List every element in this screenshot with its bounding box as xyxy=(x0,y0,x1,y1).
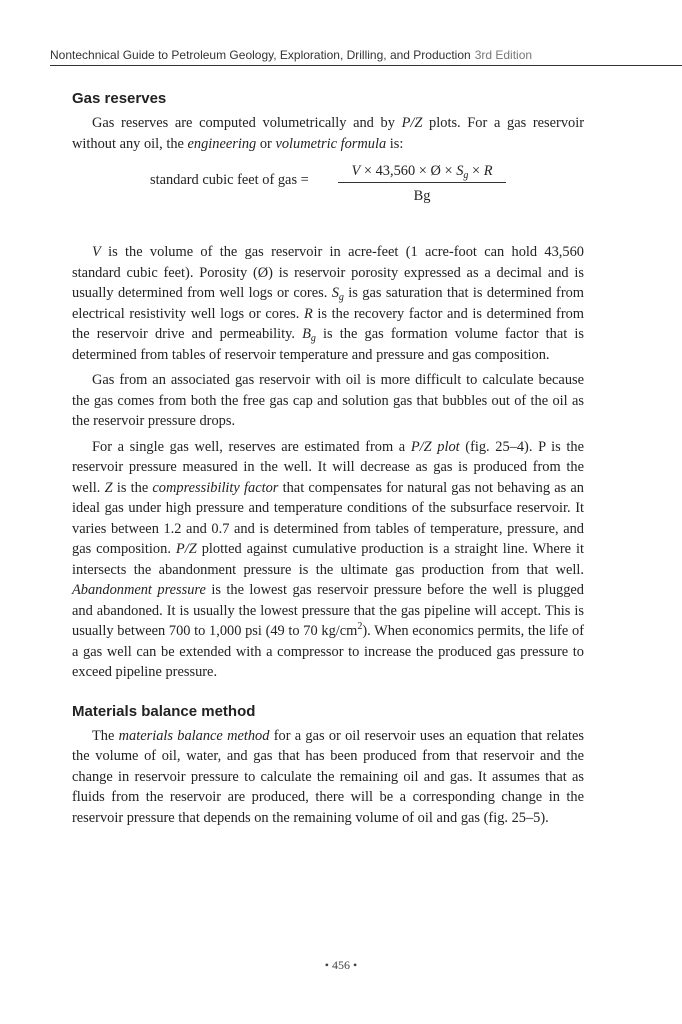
text-run: is: xyxy=(386,135,404,152)
text-run: For a single gas well, reserves are estimated from a xyxy=(92,438,411,455)
text-run: is the recovery factor and is determined from the reservoir drive and permeability. xyxy=(72,305,584,342)
text-run: plots. For a gas reservoir without any oil, the xyxy=(72,115,585,152)
italic-term: Z xyxy=(104,479,113,496)
paragraph-definitions xyxy=(72,242,584,365)
text-run: or xyxy=(256,135,276,152)
formula-text: × 43,560 × Ø × xyxy=(360,163,457,179)
italic-term: Abandonment pressure xyxy=(72,582,206,598)
italic-term: materials balance method xyxy=(118,727,270,744)
italic-term: volumetric formula xyxy=(275,135,387,152)
page-body xyxy=(72,90,584,833)
text-run: that compensates for natural gas not behaving as an ideal gas under high pressure and temperature conditions of the subsurface reservoir. It varies between 1.2 and 0.7 and is determined from tables of temperature, pressure, and gas composition. xyxy=(72,479,584,557)
italic-term: P/Z xyxy=(401,115,423,131)
section-heading-gas-reserves: Gas reserves xyxy=(72,90,167,107)
section-heading-materials-balance: Materials balance method xyxy=(72,702,256,720)
text-run: is the lowest gas reservoir pressure before the well is plugged and abandoned. It is usually the lowest pressure that the gas pipeline will accept. This is usually between 700 to 1,000 psi (49 to 70 kg/cm xyxy=(72,582,584,639)
formula-var: R xyxy=(483,163,493,179)
page-number: • 456 • xyxy=(324,958,358,972)
paragraph-materials-balance xyxy=(72,726,584,829)
formula-subscript: g xyxy=(463,170,469,181)
formula-var: S xyxy=(456,163,464,179)
text-run: is gas saturation that is determined from electrical resistivity well logs or cores. xyxy=(72,285,584,322)
volumetric-formula xyxy=(72,162,584,226)
text-run: (fig. 25–4). P is the reservoir pressure measured in the well. It will decrease as gas is produced from the well. xyxy=(72,438,584,496)
subscript: g xyxy=(310,333,316,344)
book-title: Nontechnical Guide to Petroleum Geology, Exploration, Drilling, and Production xyxy=(50,48,471,62)
text-run: is the volume of the gas reservoir in acre-feet (1 acre-foot can hold 43,560 standard cubic feet). Porosity (Ø) is reservoir porosity expressed as a decimal and is usually determined from well logs or cores. xyxy=(72,244,584,301)
text-run: is the xyxy=(112,479,153,496)
formula-left-side: standard cubic feet of gas = xyxy=(150,172,309,188)
paragraph-intro xyxy=(72,113,584,154)
formula-numerator xyxy=(338,162,506,183)
text-run: Gas reserves are computed volumetrically and by xyxy=(92,115,402,131)
formula-fraction xyxy=(338,162,506,207)
superscript: 2 xyxy=(357,621,363,632)
text-run: plotted against cumulative production is a straight line. Where it intersects the abandonment pressure is the ultimate gas production from that well. xyxy=(72,541,584,578)
formula-denominator: Bg xyxy=(413,188,431,204)
italic-term: P/Z xyxy=(175,541,197,557)
text-run: The xyxy=(92,727,119,744)
paragraph-associated-gas: Gas from an associated gas reservoir with oil is more difficult to calculate because the gas comes from both the free gas cap and solution gas that bubbles out of the oil as the reservoir pressure drops. xyxy=(72,372,584,429)
text-run: is the gas formation volume factor that is determined from tables of reservoir temperature and pressure and gas composition. xyxy=(72,326,584,363)
italic-term: B xyxy=(302,326,311,342)
formula-var: V xyxy=(351,163,361,179)
running-head xyxy=(50,48,682,62)
header-rule xyxy=(50,65,682,66)
italic-term: compressibility factor xyxy=(152,479,279,496)
formula-text: × xyxy=(468,163,484,179)
text-run: for a gas or oil reservoir uses an equation that relates the volume of oil, water, and gas that has been produced from that reservoir and the change in reservoir pressure to calculate the remaining oil and gas. It assumes that as fluids from the reservoir are produced, there will be a corresponding change in the reservoir pressure that depends on the remaining volume of oil and gas (fig. 25–5). xyxy=(72,727,584,826)
edition-label: 3rd Edition xyxy=(474,48,533,62)
paragraph-pz-plot xyxy=(72,437,584,683)
subscript: g xyxy=(338,292,344,303)
italic-term: R xyxy=(304,305,313,322)
italic-term: S xyxy=(331,285,339,301)
italic-term: P/Z plot xyxy=(410,438,460,455)
italic-term: engineering xyxy=(187,135,257,152)
text-run: ). When economics permits, the life of a gas well can be extended with a compressor to increase the produced gas pressure to exceed pipeline pressure. xyxy=(72,623,584,680)
italic-term: V xyxy=(92,244,101,260)
